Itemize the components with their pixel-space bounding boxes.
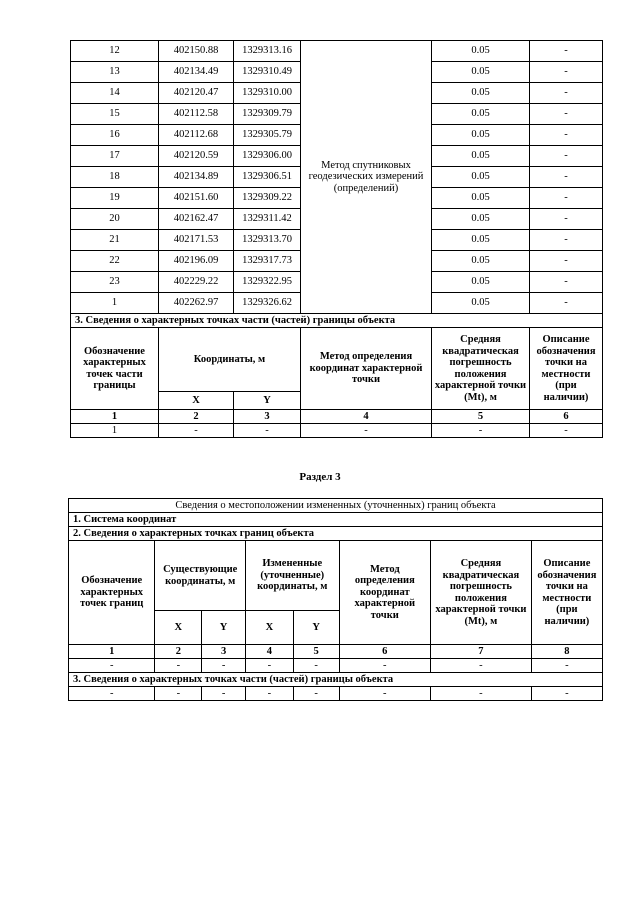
coord-y: 1329313.70 — [234, 230, 301, 251]
section-part-points: 3. Сведения о характерных точках части (частей) границы объекта — [71, 314, 603, 328]
data-cell: - — [69, 659, 155, 673]
coord-x: 402262.97 — [159, 293, 234, 314]
point-number: 19 — [71, 188, 159, 209]
header-coords: Координаты, м — [159, 328, 301, 392]
column-number: 6 — [530, 410, 603, 424]
data-cell: - — [202, 659, 246, 673]
data-cell: - — [339, 659, 431, 673]
data-cell: - — [530, 424, 603, 438]
data-cell: - — [155, 687, 202, 701]
point-number: 20 — [71, 209, 159, 230]
coord-y: 1329306.51 — [234, 167, 301, 188]
data-cell: - — [531, 659, 602, 673]
header-y: Y — [234, 392, 301, 410]
point-number: 18 — [71, 167, 159, 188]
column-number: 1 — [71, 410, 159, 424]
point-number: 15 — [71, 104, 159, 125]
mt-value: 0.05 — [432, 146, 530, 167]
mt-value: 0.05 — [432, 293, 530, 314]
description: - — [530, 104, 603, 125]
mt-value: 0.05 — [432, 104, 530, 125]
mt-value: 0.05 — [432, 41, 530, 62]
header-existing-coords: Существующие координаты, м — [155, 541, 246, 611]
column-number: 6 — [339, 645, 431, 659]
header-method: Метод определения координат характерной точки — [339, 541, 431, 645]
header-method: Метод определения координат характерной точки — [301, 328, 432, 410]
point-number: 13 — [71, 62, 159, 83]
column-number: 3 — [234, 410, 301, 424]
data-cell: - — [159, 424, 234, 438]
coord-y: 1329310.00 — [234, 83, 301, 104]
data-cell: - — [245, 659, 293, 673]
header-x: X — [155, 611, 202, 645]
point-number: 12 — [71, 41, 159, 62]
method-cell: Метод спутниковых геодезических измерений (определений) — [301, 41, 432, 314]
coord-y: 1329309.79 — [234, 104, 301, 125]
column-number: 1 — [69, 645, 155, 659]
changed-boundaries-table — [68, 498, 603, 701]
description: - — [530, 62, 603, 83]
mt-value: 0.05 — [432, 209, 530, 230]
data-cell: - — [245, 687, 293, 701]
column-number: 4 — [245, 645, 293, 659]
data-cell: - — [432, 424, 530, 438]
header-x: X — [159, 392, 234, 410]
data-cell: 1 — [71, 424, 159, 438]
description: - — [530, 188, 603, 209]
section-title: Раздел 3 — [299, 471, 341, 483]
coord-x: 402112.58 — [159, 104, 234, 125]
description: - — [530, 167, 603, 188]
description: - — [530, 251, 603, 272]
header-y: Y — [293, 611, 339, 645]
point-number: 1 — [71, 293, 159, 314]
section-boundary-points: 2. Сведения о характерных точках границ объекта — [69, 527, 603, 541]
column-number: 5 — [432, 410, 530, 424]
coord-y: 1329317.73 — [234, 251, 301, 272]
data-cell: - — [293, 659, 339, 673]
point-number: 22 — [71, 251, 159, 272]
header-x: X — [245, 611, 293, 645]
mt-value: 0.05 — [432, 251, 530, 272]
coord-x: 402120.59 — [159, 146, 234, 167]
point-number: 16 — [71, 125, 159, 146]
data-cell: - — [339, 687, 431, 701]
table-row — [71, 41, 603, 62]
data-cell: - — [431, 687, 532, 701]
mt-value: 0.05 — [432, 83, 530, 104]
coord-x: 402120.47 — [159, 83, 234, 104]
coord-y: 1329313.16 — [234, 41, 301, 62]
coord-y: 1329309.22 — [234, 188, 301, 209]
column-number: 4 — [301, 410, 432, 424]
coord-y: 1329305.79 — [234, 125, 301, 146]
column-number: 2 — [155, 645, 202, 659]
description: - — [530, 230, 603, 251]
description: - — [530, 146, 603, 167]
header-mt: Средняя квадратическая погрешность положения характерной точки (Mt), м — [432, 328, 530, 410]
table-title: Сведения о местоположении измененных (уточненных) границ объекта — [69, 499, 603, 513]
column-number: 7 — [431, 645, 532, 659]
header-desc: Описание обозначения точки на местности (при наличии) — [530, 328, 603, 410]
point-number: 17 — [71, 146, 159, 167]
header-mt: Средняя квадратическая погрешность положения характерной точки (Mt), м — [431, 541, 532, 645]
data-cell: - — [155, 659, 202, 673]
header-desc: Описание обозначения точки на местности (при наличии) — [531, 541, 602, 645]
coord-x: 402162.47 — [159, 209, 234, 230]
coord-y: 1329311.42 — [234, 209, 301, 230]
column-number: 3 — [202, 645, 246, 659]
section-coordinate-system: 1. Система координат — [69, 513, 603, 527]
description: - — [530, 83, 603, 104]
coord-x: 402134.89 — [159, 167, 234, 188]
header-designation: Обозначение характерных точек границ — [69, 541, 155, 645]
description: - — [530, 293, 603, 314]
coord-y: 1329322.95 — [234, 272, 301, 293]
mt-value: 0.05 — [432, 272, 530, 293]
coord-y: 1329306.00 — [234, 146, 301, 167]
coord-x: 402196.09 — [159, 251, 234, 272]
coord-y: 1329326.62 — [234, 293, 301, 314]
mt-value: 0.05 — [432, 167, 530, 188]
coord-x: 402151.60 — [159, 188, 234, 209]
description: - — [530, 125, 603, 146]
data-cell: - — [431, 659, 532, 673]
column-number: 5 — [293, 645, 339, 659]
coord-x: 402150.88 — [159, 41, 234, 62]
description: - — [530, 272, 603, 293]
point-number: 14 — [71, 83, 159, 104]
data-cell: - — [234, 424, 301, 438]
coord-x: 402112.68 — [159, 125, 234, 146]
point-number: 23 — [71, 272, 159, 293]
mt-value: 0.05 — [432, 230, 530, 251]
section-part-points: 3. Сведения о характерных точках части (частей) границы объекта — [69, 673, 603, 687]
header-y: Y — [202, 611, 246, 645]
description: - — [530, 41, 603, 62]
coord-x: 402171.53 — [159, 230, 234, 251]
coord-x: 402134.49 — [159, 62, 234, 83]
data-cell: - — [531, 687, 602, 701]
header-changed-coords: Измененные (уточненные) координаты, м — [245, 541, 339, 611]
data-cell: - — [301, 424, 432, 438]
header-designation: Обозначение характерных точек части границы — [71, 328, 159, 410]
data-cell: - — [69, 687, 155, 701]
points-table — [70, 40, 603, 438]
mt-value: 0.05 — [432, 188, 530, 209]
coord-x: 402229.22 — [159, 272, 234, 293]
coord-y: 1329310.49 — [234, 62, 301, 83]
point-number: 21 — [71, 230, 159, 251]
mt-value: 0.05 — [432, 125, 530, 146]
mt-value: 0.05 — [432, 62, 530, 83]
column-number: 2 — [159, 410, 234, 424]
column-number: 8 — [531, 645, 602, 659]
data-cell: - — [202, 687, 246, 701]
description: - — [530, 209, 603, 230]
data-cell: - — [293, 687, 339, 701]
